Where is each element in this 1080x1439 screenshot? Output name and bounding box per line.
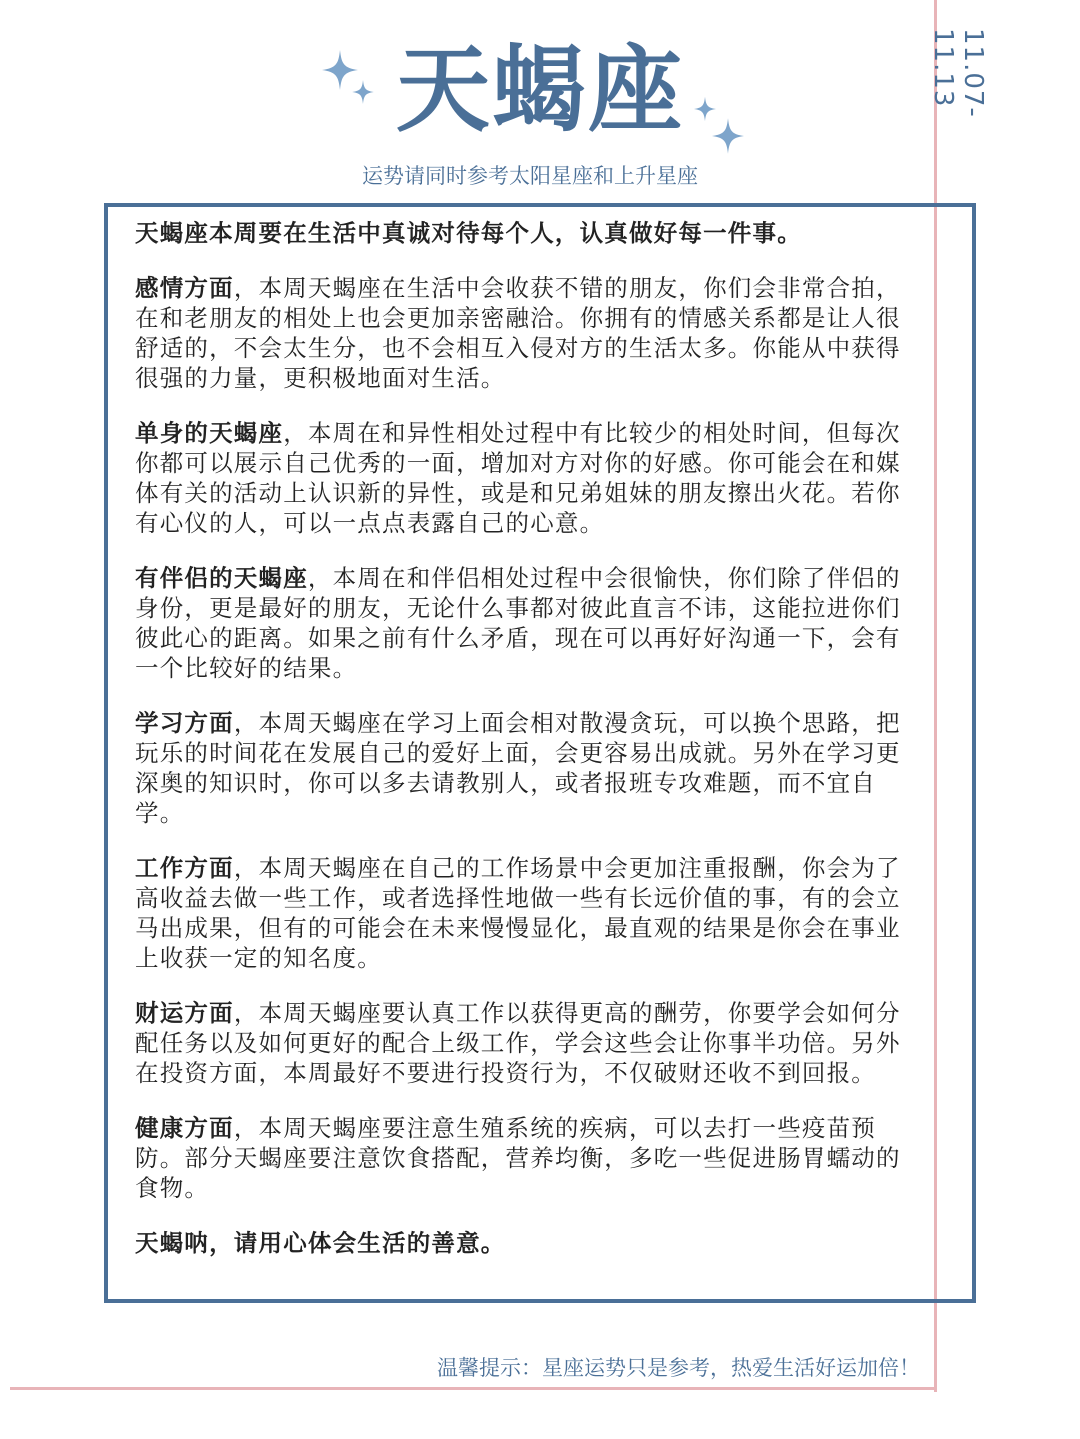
section-label: 单身的天蝎座 [135,419,284,447]
section-finance [135,998,915,1088]
pink-horizontal-rule [10,1387,937,1390]
section-label: 财运方面 [135,999,234,1027]
section-label: 工作方面 [135,854,234,882]
section-text: ，本周天蝎座在学习上面会相对散漫贪玩，可以换个思路，把玩乐的时间花在发展自己的爱好上面，会更容易出成就。另外在学习更深奥的知识时，你可以多去请教别人，或者报班专攻难题，而不宜自学。 [135,709,901,827]
article-body [135,218,915,1283]
section-text: ，本周天蝎座要注意生殖系统的疾病，可以去打一些疫苗预防。部分天蝎座要注意饮食搭配，营养均衡，多吃一些促进肠胃蠕动的食物。 [135,1114,901,1202]
footer-tip: 温馨提示：星座运势只是参考，热爱生活好运加倍！ [437,1356,920,1380]
section-text: ，本周在和异性相处过程中有比较少的相处时间，但每次你都可以展示自己优秀的一面，增加对方对你的好感。你可能会在和媒体有关的活动上认识新的异性，或是和兄弟姐妹的朋友擦出火花。若你有心仪的人，可以一点点表露自己的心意。 [135,419,901,537]
section-text: ，本周天蝎座在生活中会收获不错的朋友，你们会非常合拍，在和老朋友的相处上也会更加亲密融洽。你拥有的情感关系都是让人很舒适的，不会太生分，也不会相互入侵对方的生活太多。你能从中获得很强的力量，更积极地面对生活。 [135,274,901,392]
section-love [135,273,915,393]
section-label: 学习方面 [135,709,234,737]
section-text: ，本周在和伴侣相处过程中会很愉快，你们除了伴侣的身份，更是最好的朋友，无论什么事都对彼此直言不讳，这能拉进你们彼此心的距离。如果之前有什么矛盾，现在可以再好好沟通一下，会有一个比较好的结果。 [135,564,901,682]
section-work [135,853,915,973]
closing-line: 天蝎呐，请用心体会生活的善意。 [135,1229,506,1257]
section-study [135,708,915,828]
section-partnered [135,563,915,683]
subtitle: 运势请同时参考太阳星座和上升星座 [362,164,698,188]
section-single [135,418,915,538]
section-text: ，本周天蝎座要认真工作以获得更高的酬劳，你要学会如何分配任务以及如何更好的配合上级工作，学会这些会让你事半功倍。另外在投资方面，本周最好不要进行投资行为，不仅破财还收不到回报。 [135,999,901,1087]
section-label: 健康方面 [135,1114,234,1142]
page-title: 天蝎座 [395,36,684,145]
lead-paragraph: 天蝎座本周要在生活中真诚对待每个人，认真做好每一件事。 [135,219,802,247]
section-label: 感情方面 [135,274,234,302]
section-text: ，本周天蝎座在自己的工作场景中会更加注重报酬，你会为了高收益去做一些工作，或者选择性地做一些有长远价值的事，有的会立马出成果，但有的可能会在未来慢慢显化，最直观的结果是你会在事业上收获一定的知名度。 [135,854,901,972]
section-label: 有伴侣的天蝎座 [135,564,308,592]
date-range: 11.07-11.13 [928,28,988,118]
section-health [135,1113,915,1203]
